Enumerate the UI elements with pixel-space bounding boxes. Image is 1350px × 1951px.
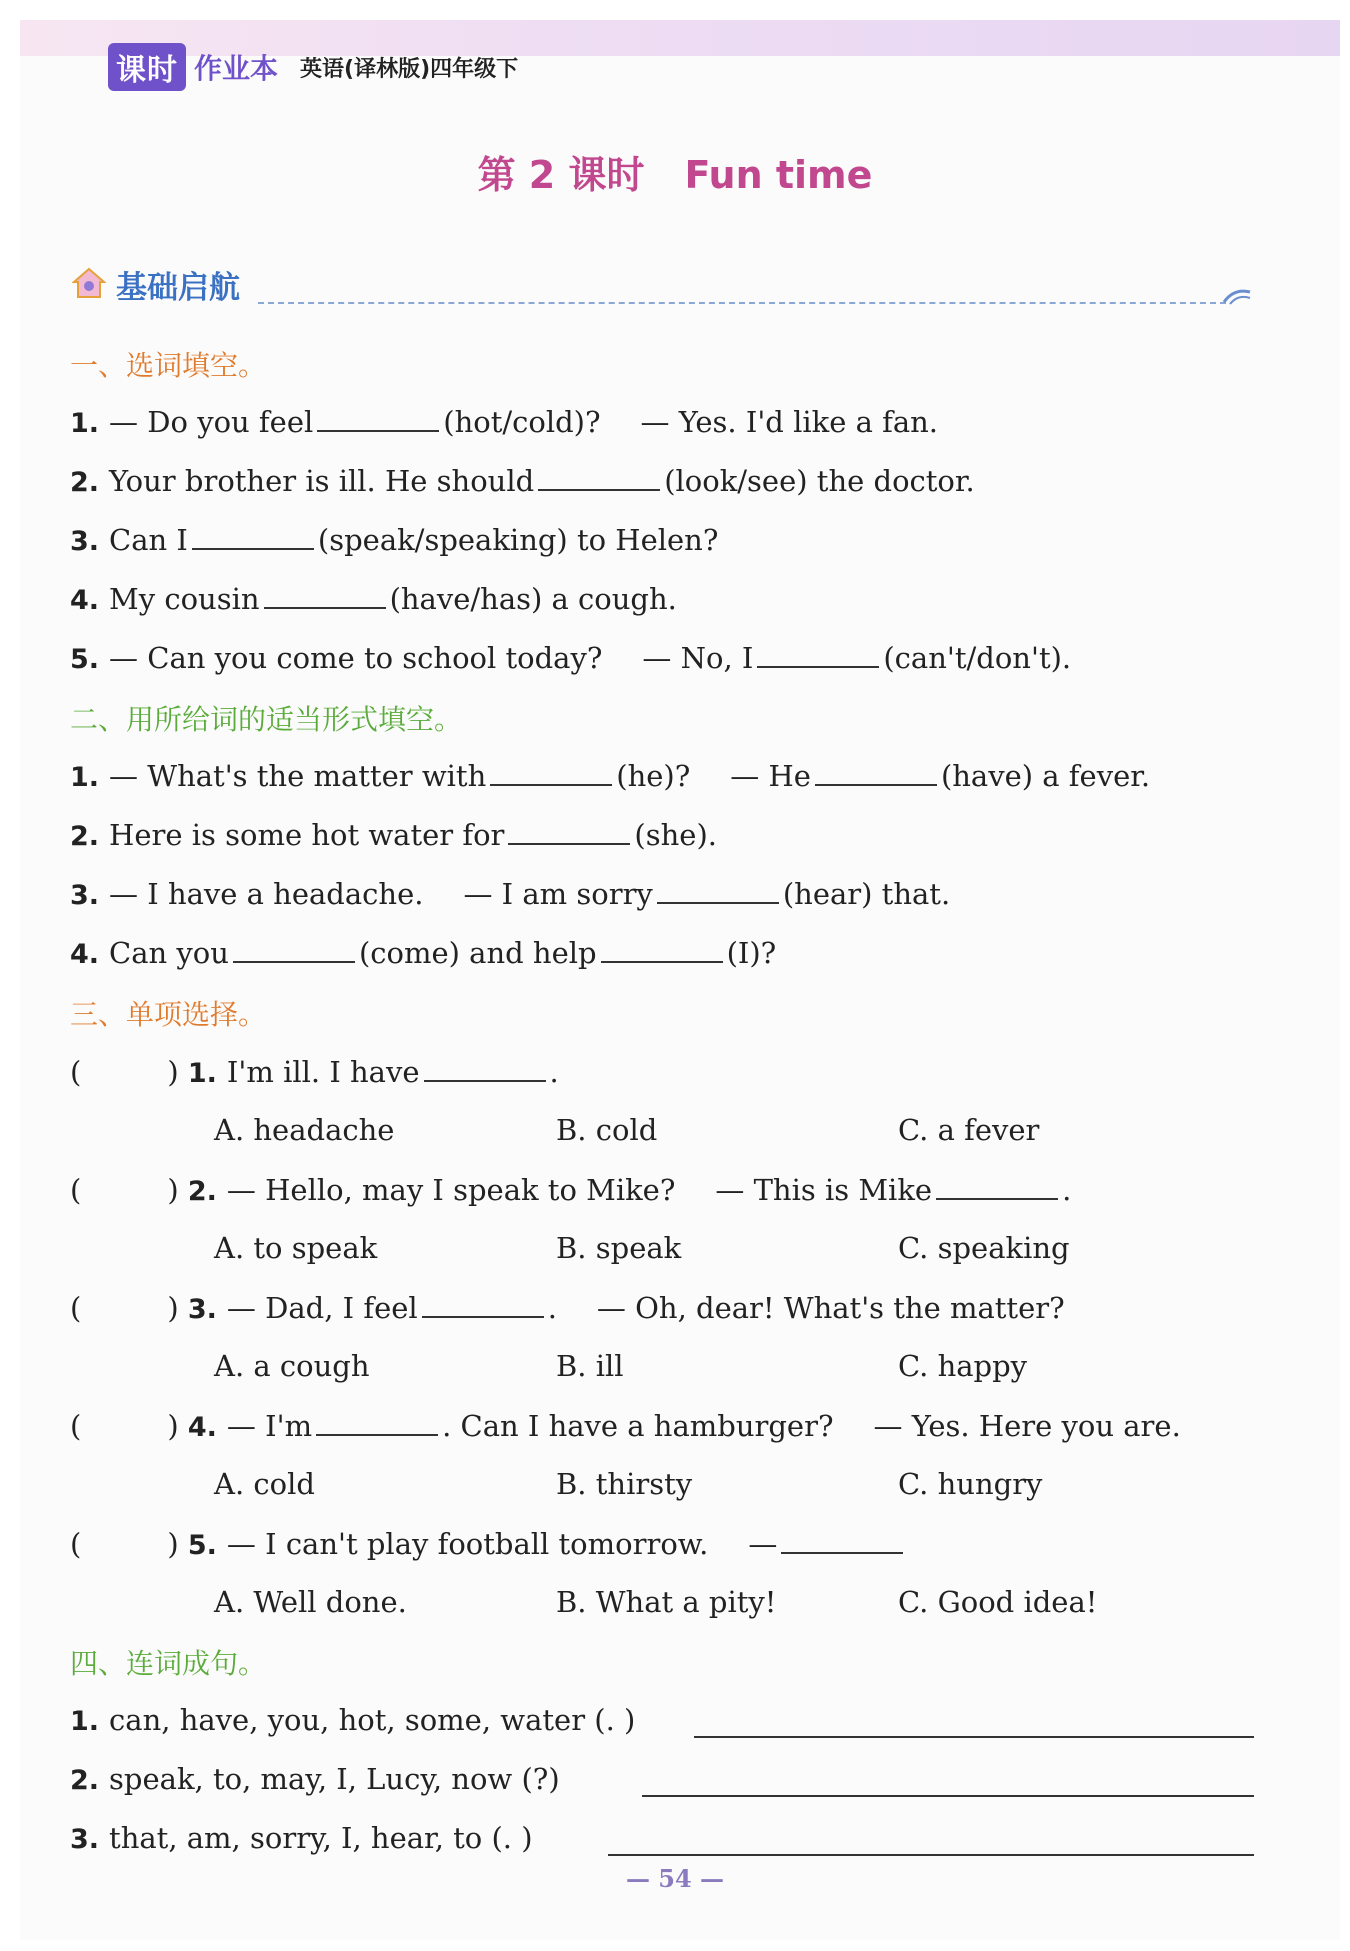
part1-item-4: 4. My cousin (have/has) a cough. xyxy=(70,582,677,616)
option-a[interactable]: A. to speak xyxy=(214,1231,378,1265)
mc-question-5: ( ) 5. — I can't play football tomorrow. — xyxy=(70,1526,907,1564)
answer-blank[interactable] xyxy=(233,935,355,963)
answer-blank[interactable] xyxy=(316,1408,438,1436)
option-b[interactable]: B. What a pity! xyxy=(556,1585,777,1619)
part2-item-2: 2. Here is some hot water for (she). xyxy=(70,818,717,852)
part2-heading: 二、用所给词的适当形式填空。 xyxy=(70,703,463,736)
option-a[interactable]: A. Well done. xyxy=(214,1585,407,1619)
reorder-item-2: 2. speak, to, may, I, Lucy, now (?) xyxy=(70,1762,560,1796)
answer-blank[interactable] xyxy=(601,935,723,963)
reorder-item-1: 1. can, have, you, hot, some, water (. ) xyxy=(70,1703,636,1737)
book-brand: 作业本 xyxy=(194,52,279,85)
part2-item-4: 4. Can you (come) and help (I)? xyxy=(70,936,777,970)
answer-line[interactable] xyxy=(642,1793,1254,1797)
option-c[interactable]: C. happy xyxy=(898,1349,1028,1383)
part1-item-3: 3. Can I (speak/speaking) to Helen? xyxy=(70,523,719,557)
option-b[interactable]: B. ill xyxy=(556,1349,624,1383)
lesson-title xyxy=(0,144,1350,199)
answer-blank[interactable] xyxy=(538,463,660,491)
section-label: 基础启航 xyxy=(116,270,240,306)
house-icon xyxy=(72,266,106,300)
wave-arrow-icon xyxy=(1222,284,1252,306)
mc-question-2: ( ) 2. — Hello, may I speak to Mike? — This is Mike . xyxy=(70,1173,1072,1207)
answer-blank[interactable] xyxy=(490,758,612,786)
answer-blank[interactable] xyxy=(317,404,439,432)
answer-blank[interactable] xyxy=(936,1172,1058,1200)
answer-blank[interactable] xyxy=(422,1290,544,1318)
section-divider xyxy=(258,302,1226,304)
part1-heading: 一、选词填空。 xyxy=(70,349,267,382)
mc-question-1: ( ) 1. I'm ill. I have . xyxy=(70,1055,559,1089)
page-number: — 54 — xyxy=(625,1864,725,1893)
part1-item-5: 5. — Can you come to school today? — No, I (can't/don't). xyxy=(70,641,1072,675)
answer-blank[interactable] xyxy=(757,640,879,668)
answer-blank[interactable] xyxy=(424,1054,546,1082)
answer-line[interactable] xyxy=(694,1734,1254,1738)
part2-item-1: 1. — What's the matter with (he)? — He (have) a fever. xyxy=(70,759,1151,793)
book-subject: 英语(译林版)四年级下 xyxy=(300,56,519,82)
option-c[interactable]: C. speaking xyxy=(898,1231,1070,1265)
option-a[interactable]: A. cold xyxy=(214,1467,315,1501)
part1-item-2: 2. Your brother is ill. He should (look/see) the doctor. xyxy=(70,464,975,498)
option-c[interactable]: C. a fever xyxy=(898,1113,1040,1147)
part2-item-3: 3. — I have a headache. — I am sorry (hear) that. xyxy=(70,877,951,911)
answer-blank[interactable] xyxy=(264,581,386,609)
part1-item-1: 1. — Do you feel (hot/cold)? — Yes. I'd like a fan. xyxy=(70,405,939,439)
reorder-item-3: 3. that, am, sorry, I, hear, to (. ) xyxy=(70,1821,533,1855)
option-b[interactable]: B. speak xyxy=(556,1231,682,1265)
book-logo: 课时 xyxy=(108,43,186,91)
part3-heading: 三、单项选择。 xyxy=(70,998,267,1031)
mc-question-4: ( ) 4. — I'm . Can I have a hamburger? — Yes. Here you are. xyxy=(70,1409,1181,1443)
answer-line[interactable] xyxy=(608,1852,1254,1856)
option-a[interactable]: A. a cough xyxy=(214,1349,370,1383)
lesson-number: 第 2 课时 xyxy=(477,153,645,197)
part4-heading: 四、连词成句。 xyxy=(70,1647,267,1680)
option-b[interactable]: B. thirsty xyxy=(556,1467,693,1501)
mc-question-3: ( ) 3. — Dad, I feel . — Oh, dear! What's the matter? xyxy=(70,1291,1065,1325)
answer-blank[interactable] xyxy=(657,876,779,904)
lesson-name: Fun time xyxy=(684,153,873,197)
book-header xyxy=(108,44,518,90)
answer-blank[interactable] xyxy=(192,522,314,550)
section-header xyxy=(72,262,1252,308)
option-c[interactable]: C. Good idea! xyxy=(898,1585,1098,1619)
answer-blank[interactable] xyxy=(815,758,937,786)
option-c[interactable]: C. hungry xyxy=(898,1467,1043,1501)
option-a[interactable]: A. headache xyxy=(214,1113,395,1147)
answer-blank[interactable] xyxy=(508,817,630,845)
answer-blank[interactable] xyxy=(781,1526,903,1554)
option-b[interactable]: B. cold xyxy=(556,1113,658,1147)
